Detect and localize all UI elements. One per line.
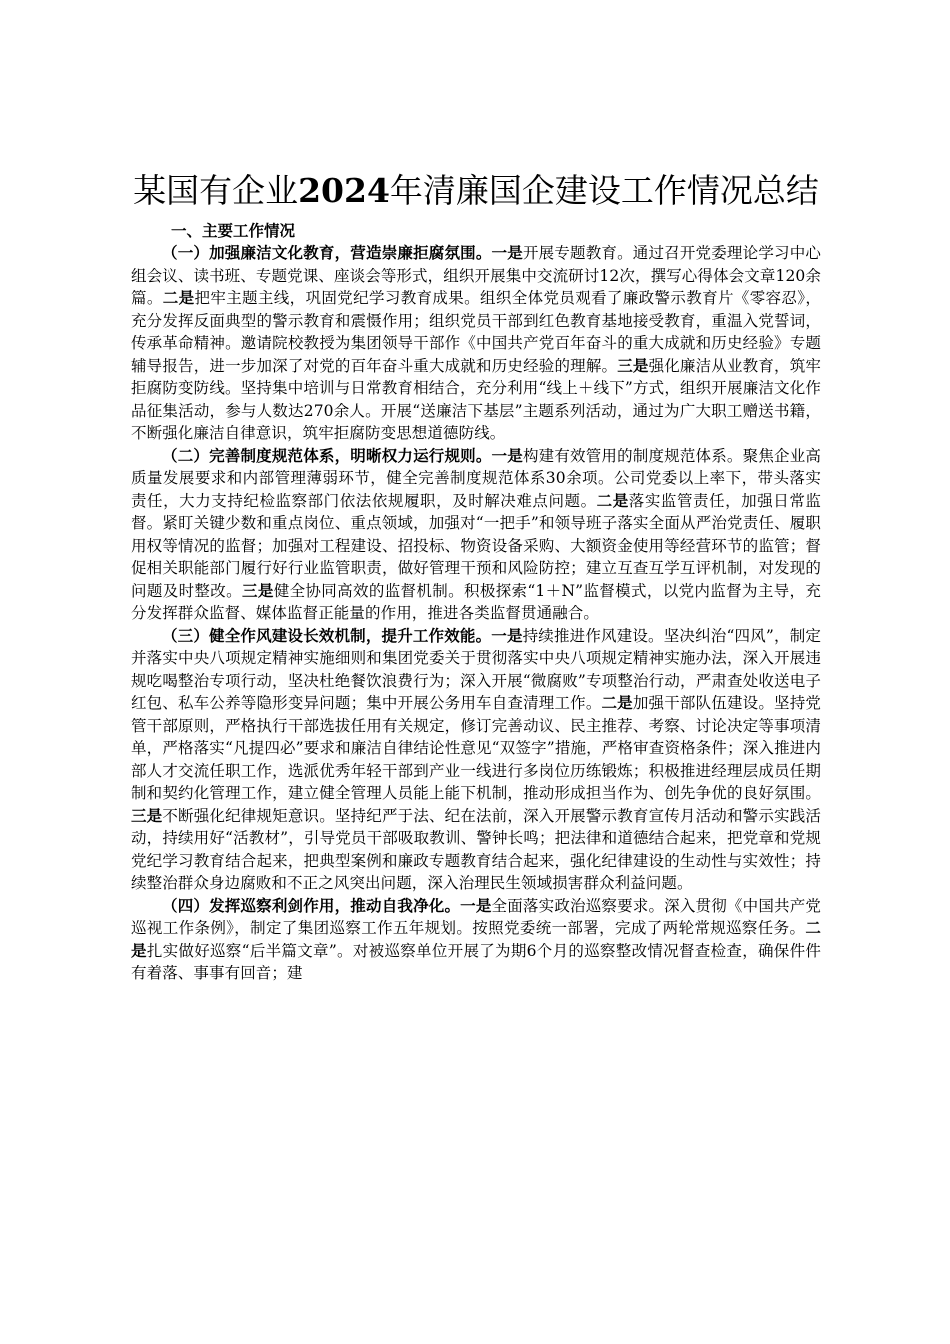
paragraph-heading: （一）加强廉洁文化教育，营造崇廉拒腐氛围。 — [162, 243, 492, 262]
item-marker: 一是 — [491, 243, 523, 262]
paragraph-heading: （四）发挥巡察利剑作用，推动自我净化。 — [162, 895, 461, 915]
item-marker: 一是 — [491, 625, 523, 645]
item-text: 全面落实政治巡察要求。深入贯彻《中国共产党巡视工作条例》，制定了集团巡察工作五年规划。按照党委统一部署，完成了两轮常规巡察任务。 — [131, 896, 821, 937]
item-text: 扎实做好巡察“后半篇文章”。对被巡察单位开展了为期6个月的巡察整改情况督查检查，确保件件有着落、事事有回音；建 — [131, 941, 821, 982]
item-marker: 二是 — [596, 490, 629, 510]
item-text: 落实监管责任，加强日常监督。紧盯关键少数和重点岗位、重点领域，加强对“一把手”和领导班子落实全面从严治党责任、履职用权等情况的监督；加强对工程建设、招投标、物资设备采购、大额资金使用等经营环节的监管；督促相关职能部门履行好行业监管职责，做好管理干预和风险防控；建立互查互学互评机制，对发现的问题及时整改。 — [131, 491, 822, 600]
document-page — [131, 168, 821, 985]
item-text: 持续推进作风建设。坚决纠治“四风”，制定并落实中央八项规定精神实施细则和集团党委关于贯彻落实中央八项规定精神实施办法，深入开展违规吃喝整治专项行动，坚决杜绝餐饮浪费行为；深入开展“微腐败”专项整治行动，严肃查处收送电子红包、私车公养等隐形变异问题；集中开展公务用车自查清理工作。 — [131, 626, 821, 712]
item-text: 构建有效管用的制度规范体系。聚焦企业高质量发展要求和内部管理薄弱环节，健全完善制度规范体系30余项。公司党委以上率下，带头落实责任，大力支持纪检监察部门依法依规履职，及时解决难点问题。 — [131, 446, 821, 510]
paragraph-heading: （三）健全作风建设长效机制，提升工作效能。 — [162, 625, 492, 645]
item-text: 把牢主题主线，巩固党纪学习教育成果。组织全体党员观看了廉政警示教育片《零容忍》，充分发挥反面典型的警示教育和震慑作用；组织党员干部到红色教育基地接受教育，重温入党誓词，传承革命精神。邀请院校教授为集团领导干部作《中国共产党百年奋斗的重大成就和历史经验》专题辅导报告，进一步加深了对党的百年奋斗重大成就和历史经验的理解。 — [131, 289, 821, 375]
paragraph-2 — [131, 445, 821, 625]
item-marker: 三是 — [242, 580, 274, 600]
item-marker: 一是 — [460, 895, 492, 915]
item-marker: 一是 — [491, 445, 523, 465]
item-text: 加强干部队伍建设。坚持党管干部原则，严格执行干部选拔任用有关规定，修订完善动议、民主推荐、考察、讨论决定等事项清单，严格落实“凡提四必”要求和廉洁自律结论性意见“双签字”措施，严格审查资格条件；深入推进内部人才交流任职工作，选派优秀年轻干部到产业一线进行多岗位历练锻炼；积极推进经理层成员任期制和契约化管理工作，建立健全管理人员能上能下机制，推动形成担当作为、创先争优的良好氛围。 — [131, 694, 821, 802]
paragraph-1 — [131, 242, 821, 445]
item-text: 健全协同高效的监督机制。积极探索“1＋N”监督模式，以党内监督为主导，充分发挥群众监督、媒体监督正能量的作用，推进各类监督贯通融合。 — [131, 581, 822, 622]
title-year: 2024 — [298, 171, 390, 210]
item-marker: 二是 — [601, 693, 633, 712]
section-heading: 一、主要工作情况 — [171, 221, 296, 240]
item-marker: 二是 — [131, 918, 821, 960]
paragraph-heading: （二）完善制度规范体系，明晰权力运行规则。 — [162, 445, 492, 465]
item-text: 强化廉洁从业教育，筑牢拒腐防变防线。坚持集中培训与日常教育相结合，充分利用“线上＋线下”方式，组织开展廉洁文化作品征集活动，参与人数达270余人。开展“送廉洁下基层”主题系列活动，通过为广大职工赠送书籍，不断强化廉洁自律意识，筑牢拒腐防变思想道德防线。 — [131, 356, 821, 442]
item-text: 开展专题教育。通过召开党委理论学习中心组会议、读书班、专题党课、座谈会等形式，组织开展集中交流研讨12次，撰写心得体会文章120余篇。 — [131, 244, 821, 307]
paragraph-4 — [131, 895, 821, 985]
title-part-2: 年清廉国企建设工作情况总结 — [389, 171, 819, 210]
item-text: 不断强化纪律规矩意识。坚持纪严于法、纪在法前，深入开展警示教育宣传月活动和警示实践活动，持续用好“活教材”，引导党员干部吸取教训、警钟长鸣；把法律和道德结合起来，把党章和党规党纪学习教育结合起来，把典型案例和廉政专题教育结合起来，强化纪律建设的生动性与实效性；持续整治群众身边腐败和不正之风突出问题，深入治理民生领域损害群众利益问题。 — [131, 806, 822, 892]
item-marker: 二是 — [162, 288, 195, 307]
title-part-1: 某国有企业 — [133, 171, 299, 210]
item-marker: 三是 — [617, 355, 649, 375]
paragraph-3 — [131, 625, 821, 895]
document-title — [131, 168, 821, 214]
item-marker: 三是 — [131, 805, 163, 825]
